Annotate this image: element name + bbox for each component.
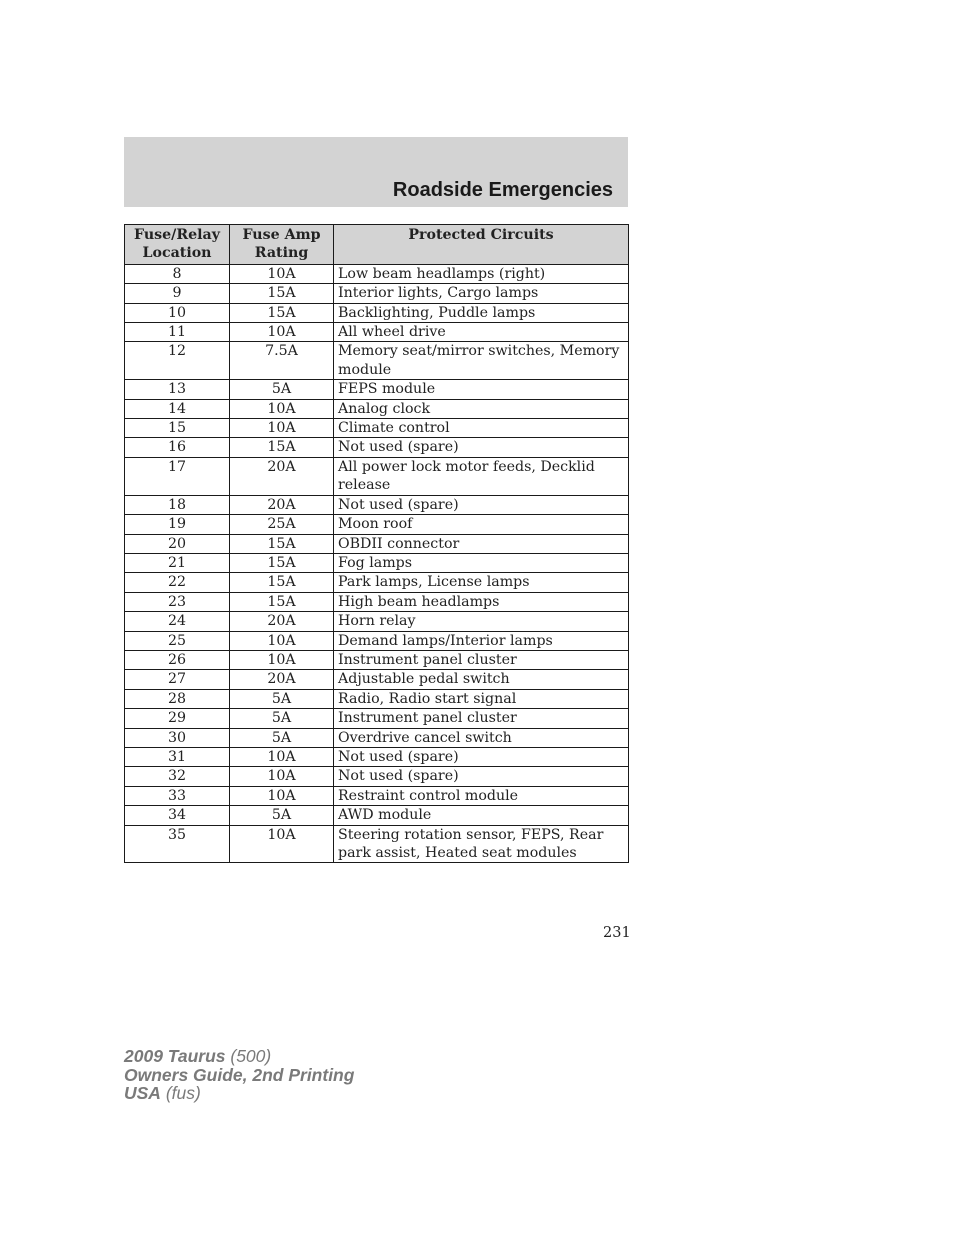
fuse-location-cell: 8 — [125, 264, 230, 283]
table-row — [125, 728, 629, 747]
protected-circuits-cell: Adjustable pedal switch — [334, 670, 629, 689]
footer-market: USA — [124, 1083, 161, 1103]
protected-circuits-cell: All power lock motor feeds, Decklid release — [334, 457, 629, 495]
fuse-location-cell: 22 — [125, 573, 230, 592]
fuse-rating-cell: 15A — [230, 534, 334, 553]
fuse-location-cell: 35 — [125, 825, 230, 863]
fuse-location-cell: 17 — [125, 457, 230, 495]
table-row — [125, 399, 629, 418]
footer-model-code: (500) — [230, 1046, 272, 1066]
fuse-location-cell: 33 — [125, 786, 230, 805]
fuse-rating-cell: 15A — [230, 303, 334, 322]
fuse-rating-cell: 5A — [230, 728, 334, 747]
fuse-location-cell: 16 — [125, 438, 230, 457]
fuse-location-cell: 20 — [125, 534, 230, 553]
table-row — [125, 709, 629, 728]
protected-circuits-cell: Memory seat/mirror switches, Memory module — [334, 342, 629, 380]
table-row — [125, 284, 629, 303]
table-row — [125, 806, 629, 825]
fuse-location-cell: 11 — [125, 323, 230, 342]
fuse-location-cell: 27 — [125, 670, 230, 689]
table-row — [125, 747, 629, 766]
protected-circuits-cell: Park lamps, License lamps — [334, 573, 629, 592]
column-header-location — [125, 225, 230, 265]
fuse-rating-cell: 20A — [230, 612, 334, 631]
footer — [124, 1047, 354, 1103]
protected-circuits-cell: Overdrive cancel switch — [334, 728, 629, 747]
fuse-location-cell: 12 — [125, 342, 230, 380]
column-header-rating-line1: Fuse Amp — [242, 227, 321, 243]
fuse-rating-cell: 5A — [230, 689, 334, 708]
fuse-rating-cell: 5A — [230, 806, 334, 825]
fuse-rating-cell: 10A — [230, 786, 334, 805]
table-row — [125, 264, 629, 283]
protected-circuits-cell: Horn relay — [334, 612, 629, 631]
fuse-table-header — [125, 225, 629, 265]
fuse-location-cell: 30 — [125, 728, 230, 747]
fuse-location-cell: 23 — [125, 592, 230, 611]
table-row — [125, 631, 629, 650]
table-row — [125, 419, 629, 438]
protected-circuits-cell: Instrument panel cluster — [334, 650, 629, 669]
fuse-location-cell: 14 — [125, 399, 230, 418]
fuse-location-cell: 13 — [125, 380, 230, 399]
protected-circuits-cell: Not used (spare) — [334, 767, 629, 786]
protected-circuits-cell: FEPS module — [334, 380, 629, 399]
table-row — [125, 650, 629, 669]
fuse-rating-cell: 10A — [230, 323, 334, 342]
column-header-location-line1: Fuse/Relay — [134, 227, 220, 243]
fuse-location-cell: 10 — [125, 303, 230, 322]
protected-circuits-cell: OBDII connector — [334, 534, 629, 553]
footer-line-guide — [124, 1066, 354, 1085]
footer-model: 2009 Taurus — [124, 1046, 226, 1066]
table-row — [125, 573, 629, 592]
fuse-location-cell: 32 — [125, 767, 230, 786]
fuse-rating-cell: 5A — [230, 709, 334, 728]
fuse-location-cell: 31 — [125, 747, 230, 766]
fuse-rating-cell: 15A — [230, 592, 334, 611]
protected-circuits-cell: Demand lamps/Interior lamps — [334, 631, 629, 650]
table-row — [125, 457, 629, 495]
fuse-rating-cell: 15A — [230, 573, 334, 592]
table-row — [125, 342, 629, 380]
fuse-location-cell: 25 — [125, 631, 230, 650]
section-header-band — [124, 137, 628, 207]
table-row — [125, 553, 629, 572]
protected-circuits-cell: High beam headlamps — [334, 592, 629, 611]
column-header-rating — [230, 225, 334, 265]
footer-guide: Owners Guide, 2nd Printing — [124, 1064, 355, 1085]
protected-circuits-cell: Analog clock — [334, 399, 629, 418]
table-row — [125, 767, 629, 786]
fuse-rating-cell: 7.5A — [230, 342, 334, 380]
protected-circuits-cell: Fog lamps — [334, 553, 629, 572]
table-row — [125, 380, 629, 399]
protected-circuits-cell: Not used (spare) — [334, 438, 629, 457]
table-row — [125, 438, 629, 457]
protected-circuits-cell: AWD module — [334, 806, 629, 825]
column-header-circuits — [334, 225, 629, 265]
fuse-rating-cell: 15A — [230, 553, 334, 572]
fuse-location-cell: 15 — [125, 419, 230, 438]
fuse-location-cell: 34 — [125, 806, 230, 825]
header-row — [125, 225, 629, 265]
section-title: Roadside Emergencies — [392, 179, 613, 201]
table-row — [125, 592, 629, 611]
column-header-location-line2: Location — [142, 245, 212, 262]
table-row — [125, 670, 629, 689]
fuse-table — [124, 224, 629, 863]
fuse-rating-cell: 10A — [230, 399, 334, 418]
page-number: 231 — [603, 925, 631, 941]
table-row — [125, 534, 629, 553]
fuse-rating-cell: 10A — [230, 767, 334, 786]
fuse-location-cell: 26 — [125, 650, 230, 669]
protected-circuits-cell: Steering rotation sensor, FEPS, Rear park assist, Heated seat modules — [334, 825, 629, 863]
protected-circuits-cell: Radio, Radio start signal — [334, 689, 629, 708]
fuse-rating-cell: 20A — [230, 495, 334, 514]
fuse-rating-cell: 10A — [230, 825, 334, 863]
protected-circuits-cell: Not used (spare) — [334, 747, 629, 766]
table-row — [125, 612, 629, 631]
protected-circuits-cell: Restraint control module — [334, 786, 629, 805]
fuse-rating-cell: 15A — [230, 284, 334, 303]
table-row — [125, 689, 629, 708]
fuse-rating-cell: 10A — [230, 264, 334, 283]
fuse-table-body — [125, 264, 629, 863]
fuse-location-cell: 19 — [125, 515, 230, 534]
fuse-location-cell: 24 — [125, 612, 230, 631]
fuse-rating-cell: 10A — [230, 631, 334, 650]
protected-circuits-cell: Climate control — [334, 419, 629, 438]
protected-circuits-cell: Not used (spare) — [334, 495, 629, 514]
fuse-rating-cell: 25A — [230, 515, 334, 534]
fuse-rating-cell: 20A — [230, 670, 334, 689]
fuse-rating-cell: 5A — [230, 380, 334, 399]
fuse-rating-cell: 10A — [230, 650, 334, 669]
protected-circuits-cell: Low beam headlamps (right) — [334, 264, 629, 283]
protected-circuits-cell: All wheel drive — [334, 323, 629, 342]
fuse-location-cell: 28 — [125, 689, 230, 708]
table-row — [125, 786, 629, 805]
fuse-location-cell: 9 — [125, 284, 230, 303]
fuse-location-cell: 29 — [125, 709, 230, 728]
table-row — [125, 303, 629, 322]
footer-line-model — [124, 1047, 354, 1066]
protected-circuits-cell: Interior lights, Cargo lamps — [334, 284, 629, 303]
protected-circuits-cell: Backlighting, Puddle lamps — [334, 303, 629, 322]
fuse-rating-cell: 10A — [230, 419, 334, 438]
column-header-circuits-line1: Protected Circuits — [408, 227, 554, 243]
table-row — [125, 825, 629, 863]
fuse-location-cell: 18 — [125, 495, 230, 514]
table-row — [125, 323, 629, 342]
protected-circuits-cell: Instrument panel cluster — [334, 709, 629, 728]
column-header-rating-line2: Rating — [254, 245, 309, 262]
fuse-rating-cell: 10A — [230, 747, 334, 766]
table-row — [125, 495, 629, 514]
footer-line-market — [124, 1084, 354, 1103]
footer-market-code: (fus) — [165, 1083, 201, 1103]
protected-circuits-cell: Moon roof — [334, 515, 629, 534]
fuse-rating-cell: 20A — [230, 457, 334, 495]
table-row — [125, 515, 629, 534]
fuse-location-cell: 21 — [125, 553, 230, 572]
fuse-rating-cell: 15A — [230, 438, 334, 457]
